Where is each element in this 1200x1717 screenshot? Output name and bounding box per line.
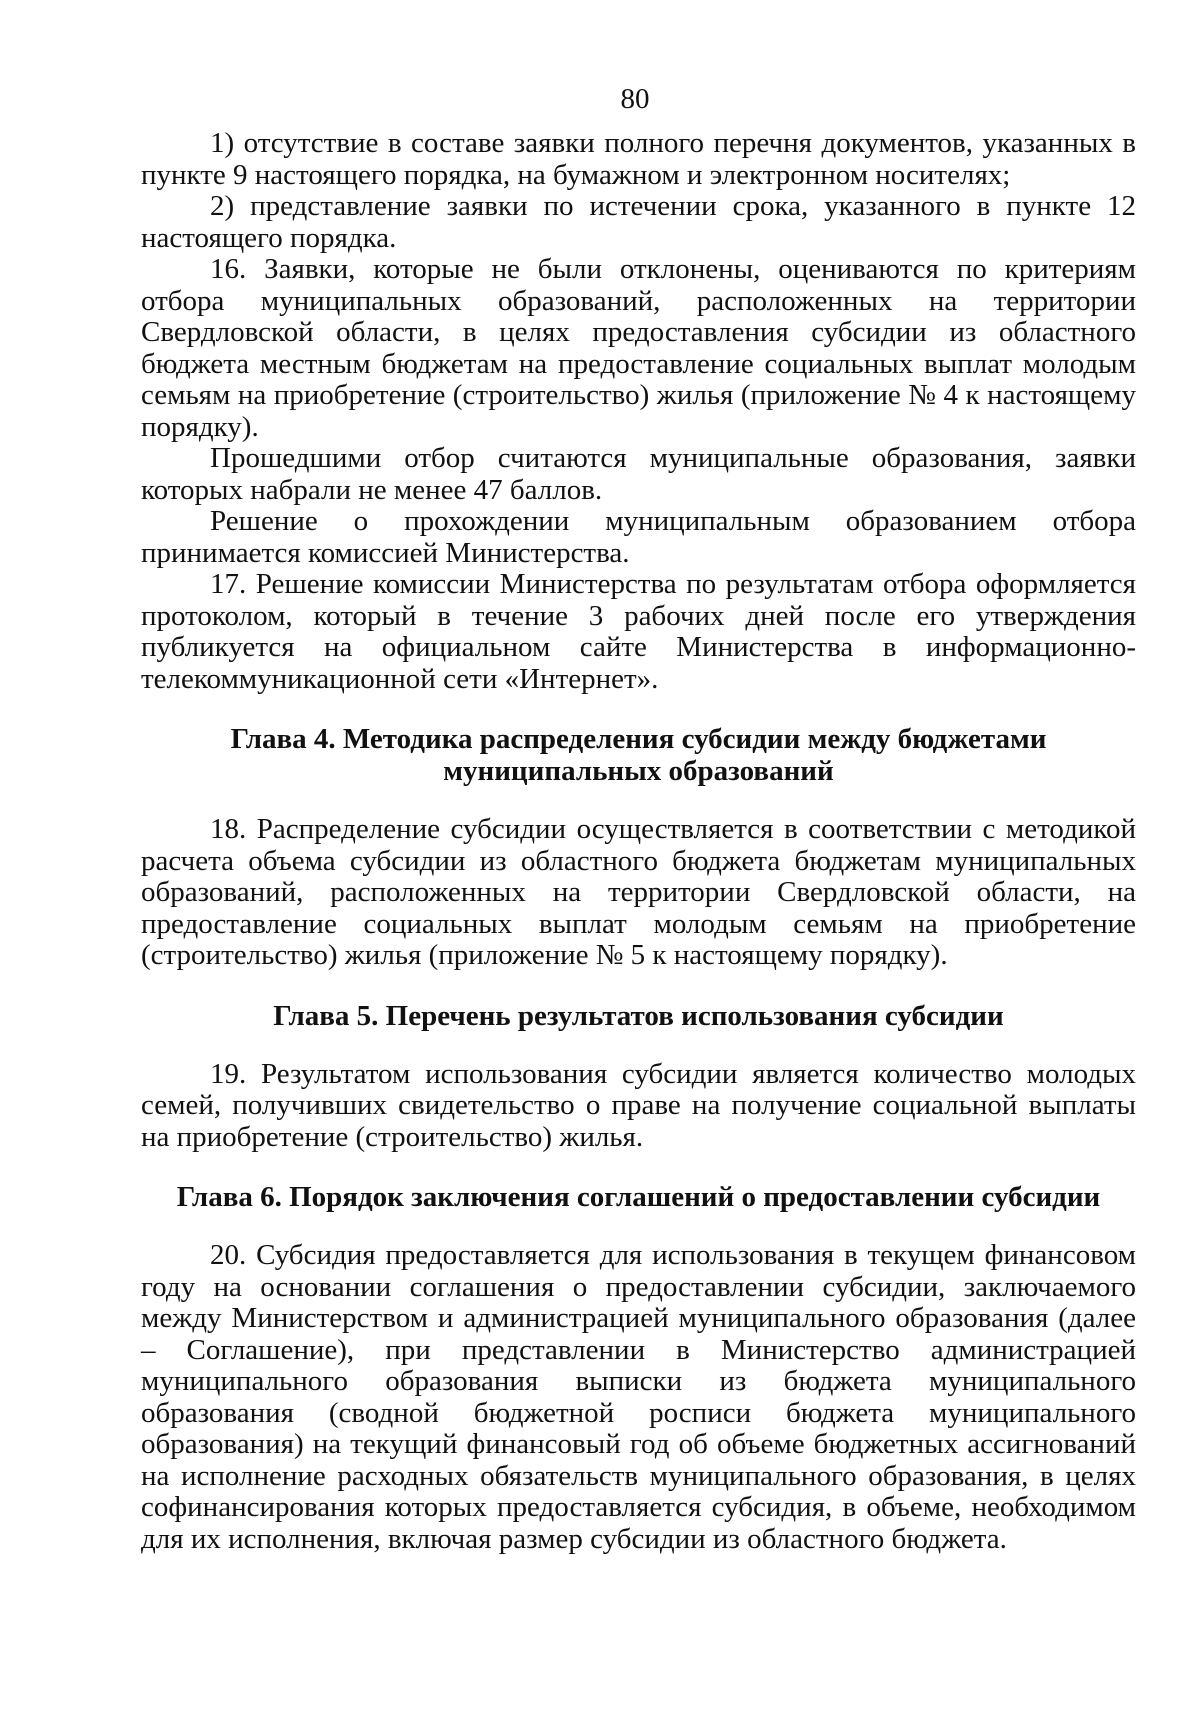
- paragraph-item-1: 1) отсутствие в составе заявки полного перечня документов, указанных в пункте 9 настоящего порядка, на бумажном и электронном носителях;: [141, 127, 1136, 191]
- spacer: [141, 695, 1136, 723]
- spacer: [141, 1032, 1136, 1059]
- spacer: [141, 787, 1136, 814]
- paragraph-16: 16. Заявки, которые не были отклонены, оцениваются по критериям отбора муниципальных образований, расположенных на территории Свердловской области, в целях предоставления субсидии из областного бюджета местным бюджетам на предоставление социальных выплат молодым семьям на приобретение (строительство) жилья (приложение № 4 к настоящему порядку).: [141, 253, 1136, 443]
- paragraph-selection-passed: Прошедшими отбор считаются муниципальные образования, заявки которых набрали не менее 47 баллов.: [141, 442, 1136, 506]
- spacer: [141, 1153, 1136, 1181]
- chapter-4-heading: Глава 4. Методика распределения субсидии между бюджетами муниципальных образований: [230, 723, 1047, 787]
- spacer: [141, 1213, 1136, 1240]
- chapter-5-heading: Глава 5. Перечень результатов использования субсидии: [273, 999, 1004, 1032]
- paragraph-20: 20. Субсидия предоставляется для использования в текущем финансовом году на основании соглашения о предоставлении субсидии, заключаемого между Министерством и администрацией муниципального образования (далее – Соглашение), при представлении в Министерство администрацией муниципального образования выписки из бюджета муниципального образования (сводной бюджетной росписи бюджета муниципального образования) на текущий финансовый год об объеме бюджетных ассигнований на исполнение расходных обязательств муниципального образования, в целях софинансирования которых предоставляется субсидия, в объеме, необходимом для их исполнения, включая размер субсидии из областного бюджета.: [141, 1239, 1136, 1555]
- paragraph-17: 17. Решение комиссии Министерства по результатам отбора оформляется протоколом, который в течение 3 рабочих дней после его утверждения публикуется на официальном сайте Министерства в информационно-телекоммуникационной сети «Интернет».: [141, 568, 1136, 695]
- paragraph-commission-decision: Решение о прохождении муниципальным образованием отбора принимается комиссией Министерства.: [141, 505, 1136, 569]
- paragraph-18: 18. Распределение субсидии осуществляется в соответствии с методикой расчета объема субсидии из областного бюджета бюджетам муниципальных образований, расположенных на территории Свердловской области, на предоставление социальных выплат молодым семьям на приобретение (строительство) жилья (приложение № 5 к настоящему порядку).: [141, 813, 1136, 971]
- page-number: 80: [620, 83, 650, 115]
- spacer: [141, 972, 1136, 1000]
- document-body: [141, 128, 1136, 1555]
- paragraph-item-2: 2) представление заявки по истечении срока, указанного в пункте 12 настоящего порядка.: [141, 190, 1136, 254]
- chapter-6-heading: Глава 6. Порядок заключения соглашений о предоставлении субсидии: [176, 1181, 1101, 1213]
- paragraph-19: 19. Результатом использования субсидии является количество молодых семей, получивших свидетельство о праве на получение социальной выплаты на приобретение (строительство) жилья.: [141, 1057, 1136, 1153]
